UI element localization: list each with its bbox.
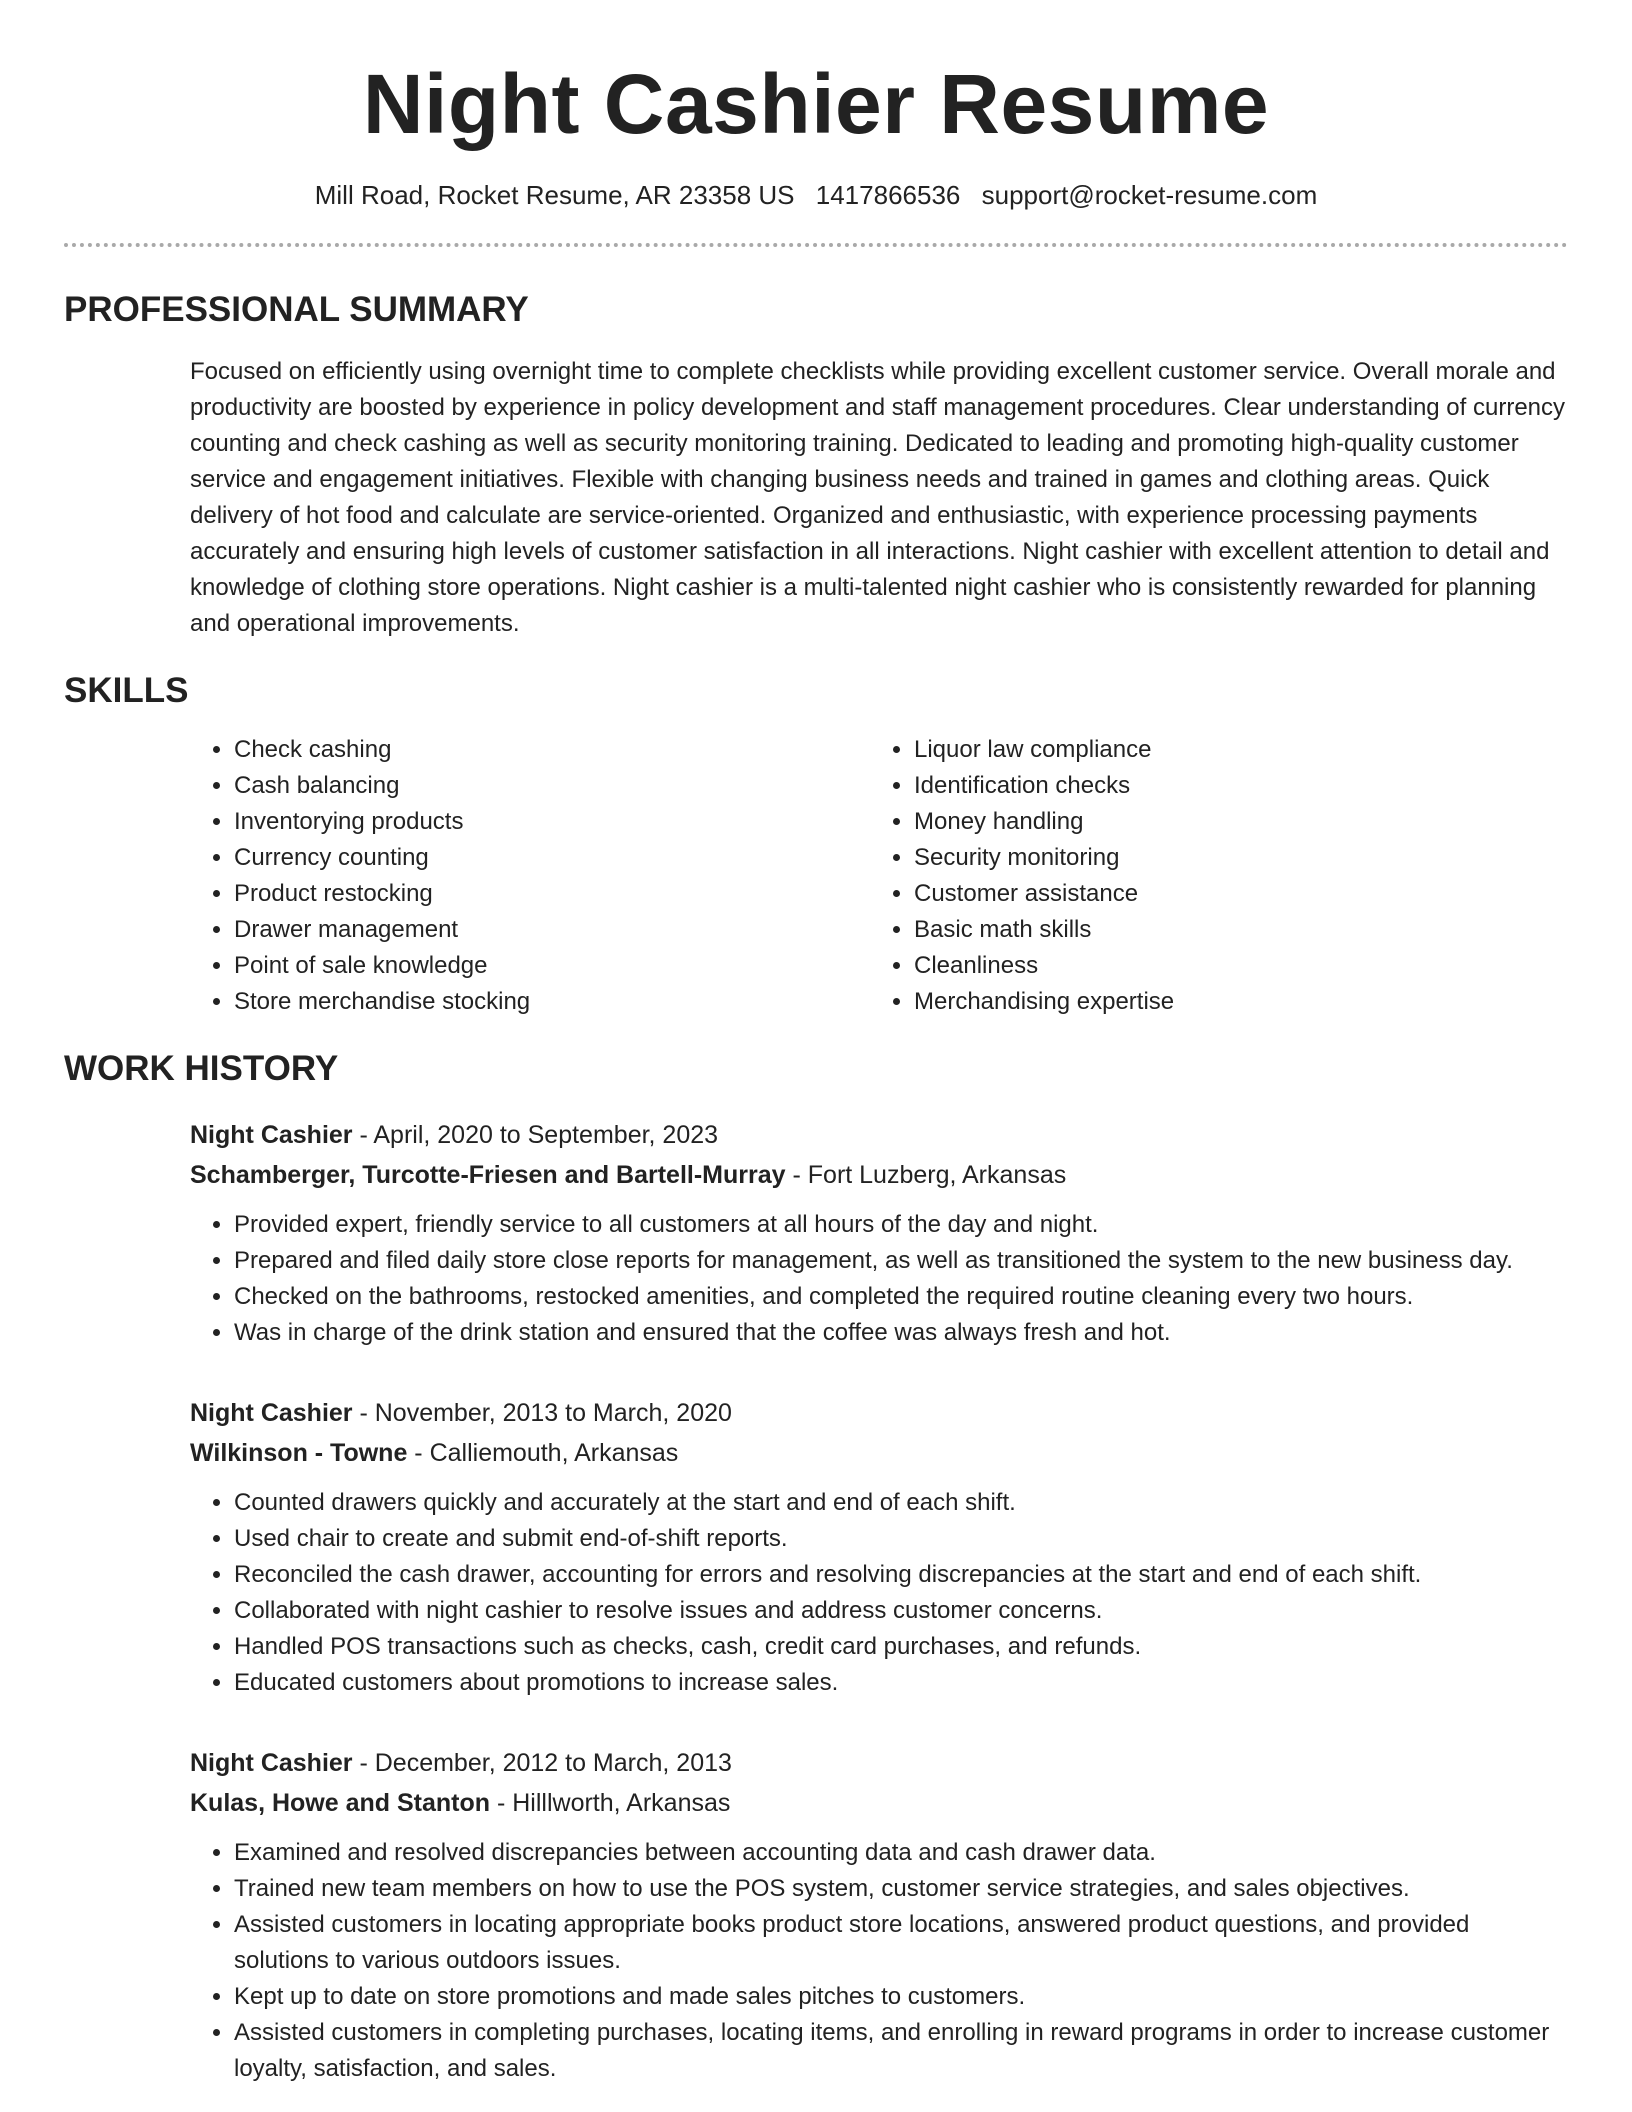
job-entry (190, 1115, 1568, 1351)
skill-item: • Inventorying products (234, 804, 870, 840)
job-title: Night Cashier (190, 1120, 353, 1149)
job-bullets (190, 1207, 1568, 1351)
job-bullets (190, 1485, 1568, 1701)
skill-item: • Identification checks (914, 768, 1550, 804)
job-company: Schamberger, Turcotte-Friesen and Bartell-Murray (190, 1160, 786, 1189)
header-divider (64, 243, 1568, 247)
job-dates: - April, 2020 to September, 2023 (352, 1120, 719, 1149)
resume-title: Night Cashier Resume (362, 57, 1270, 151)
job-bullet: • Examined and resolved discrepancies between accounting data and cash drawer data. (234, 1835, 1568, 1871)
contact-address: Mill Road, Rocket Resume, AR 23358 US (314, 180, 795, 210)
job-title: Night Cashier (190, 1398, 353, 1427)
summary-text: Focused on efficiently using overnight time to complete checklists while providing excellent customer service. Overall morale and productivity are boosted by experience in policy development and staff management procedures. Clear understanding of currency counting and check cashing as well as security monitoring training. Dedicated to leading and promoting high-quality customer service and engagement initiatives. Flexible with changing business needs and trained in games and clothing areas. Quick delivery of hot food and calculate are service-oriented. Organized and enthusiastic, with experience processing payments accurately and ensuring high levels of customer satisfaction in all interactions. Night cashier with excellent attention to detail and knowledge of clothing store operations. Night cashier is a multi-talented night cashier who is consistently rewarded for planning and operational improvements. (190, 357, 1566, 637)
job-bullet: • Handled POS transactions such as checks, cash, credit card purchases, and refunds. (234, 1629, 1568, 1665)
job-dates: - November, 2013 to March, 2020 (352, 1398, 732, 1427)
summary-heading: PROFESSIONAL SUMMARY (64, 290, 529, 330)
skill-item: • Security monitoring (914, 840, 1550, 876)
contact-line (64, 180, 1568, 211)
job-entry (190, 1393, 1568, 1701)
job-title-line (190, 1115, 1568, 1155)
job-entry (190, 1743, 1568, 2087)
skill-item: • Currency counting (234, 840, 870, 876)
contact-phone: 1417866536 (815, 180, 961, 210)
job-location: - Hilllworth, Arkansas (490, 1788, 731, 1817)
job-bullet: • Assisted customers in completing purchases, locating items, and enrolling in reward programs in order to increase customer loyalty, satisfaction, and sales. (234, 2015, 1568, 2087)
work-history-heading: WORK HISTORY (64, 1049, 339, 1089)
job-company-line (190, 1783, 1568, 1823)
skill-item: • Customer assistance (914, 876, 1550, 912)
skills-list (190, 732, 1568, 1020)
skill-item: • Product restocking (234, 876, 870, 912)
job-location: - Calliemouth, Arkansas (407, 1438, 679, 1467)
job-bullet: • Used chair to create and submit end-of-shift reports. (234, 1521, 1568, 1557)
job-company-line (190, 1433, 1568, 1473)
job-bullet: • Was in charge of the drink station and ensured that the coffee was always fresh and hot. (234, 1315, 1568, 1351)
job-bullet: • Kept up to date on store promotions and made sales pitches to customers. (234, 1979, 1568, 2015)
job-bullet: • Assisted customers in locating appropriate books product store locations, answered product questions, and provided solutions to various outdoors issues. (234, 1907, 1568, 1979)
job-bullet: • Counted drawers quickly and accurately at the start and end of each shift. (234, 1485, 1568, 1521)
skill-item: • Merchandising expertise (914, 984, 1550, 1020)
job-bullet: • Reconciled the cash drawer, accounting for errors and resolving discrepancies at the start and end of each shift. (234, 1557, 1568, 1593)
job-bullet: • Checked on the bathrooms, restocked amenities, and completed the required routine cleaning every two hours. (234, 1279, 1568, 1315)
skill-item: • Cleanliness (914, 948, 1550, 984)
job-title: Night Cashier (190, 1748, 353, 1777)
skills-heading: SKILLS (64, 670, 189, 710)
job-title-line (190, 1393, 1568, 1433)
job-bullet: • Provided expert, friendly service to all customers at all hours of the day and night. (234, 1207, 1568, 1243)
skills-column-right (870, 732, 1550, 1020)
skill-item: • Store merchandise stocking (234, 984, 870, 1020)
job-company: Wilkinson - Towne (190, 1438, 408, 1467)
job-title-line (190, 1743, 1568, 1783)
job-bullet: • Collaborated with night cashier to resolve issues and address customer concerns. (234, 1593, 1568, 1629)
skills-column-left (190, 732, 870, 1020)
job-bullets (190, 1835, 1568, 2087)
job-bullet: • Trained new team members on how to use the POS system, customer service strategies, and sales objectives. (234, 1871, 1568, 1907)
skill-item: • Drawer management (234, 912, 870, 948)
job-bullet: • Educated customers about promotions to increase sales. (234, 1665, 1568, 1701)
job-location: - Fort Luzberg, Arkansas (785, 1160, 1067, 1189)
skill-item: • Money handling (914, 804, 1550, 840)
resume-page (64, 0, 1568, 2087)
job-bullet: • Prepared and filed daily store close reports for management, as well as transitioned the system to the new business day. (234, 1243, 1568, 1279)
skill-item: • Liquor law compliance (914, 732, 1550, 768)
skill-item: • Basic math skills (914, 912, 1550, 948)
job-company: Kulas, Howe and Stanton (190, 1788, 491, 1817)
skill-item: • Point of sale knowledge (234, 948, 870, 984)
skill-item: • Cash balancing (234, 768, 870, 804)
contact-email: support@rocket-resume.com (981, 180, 1318, 210)
skill-item: • Check cashing (234, 732, 870, 768)
job-company-line (190, 1155, 1568, 1195)
job-dates: - December, 2012 to March, 2013 (352, 1748, 732, 1777)
